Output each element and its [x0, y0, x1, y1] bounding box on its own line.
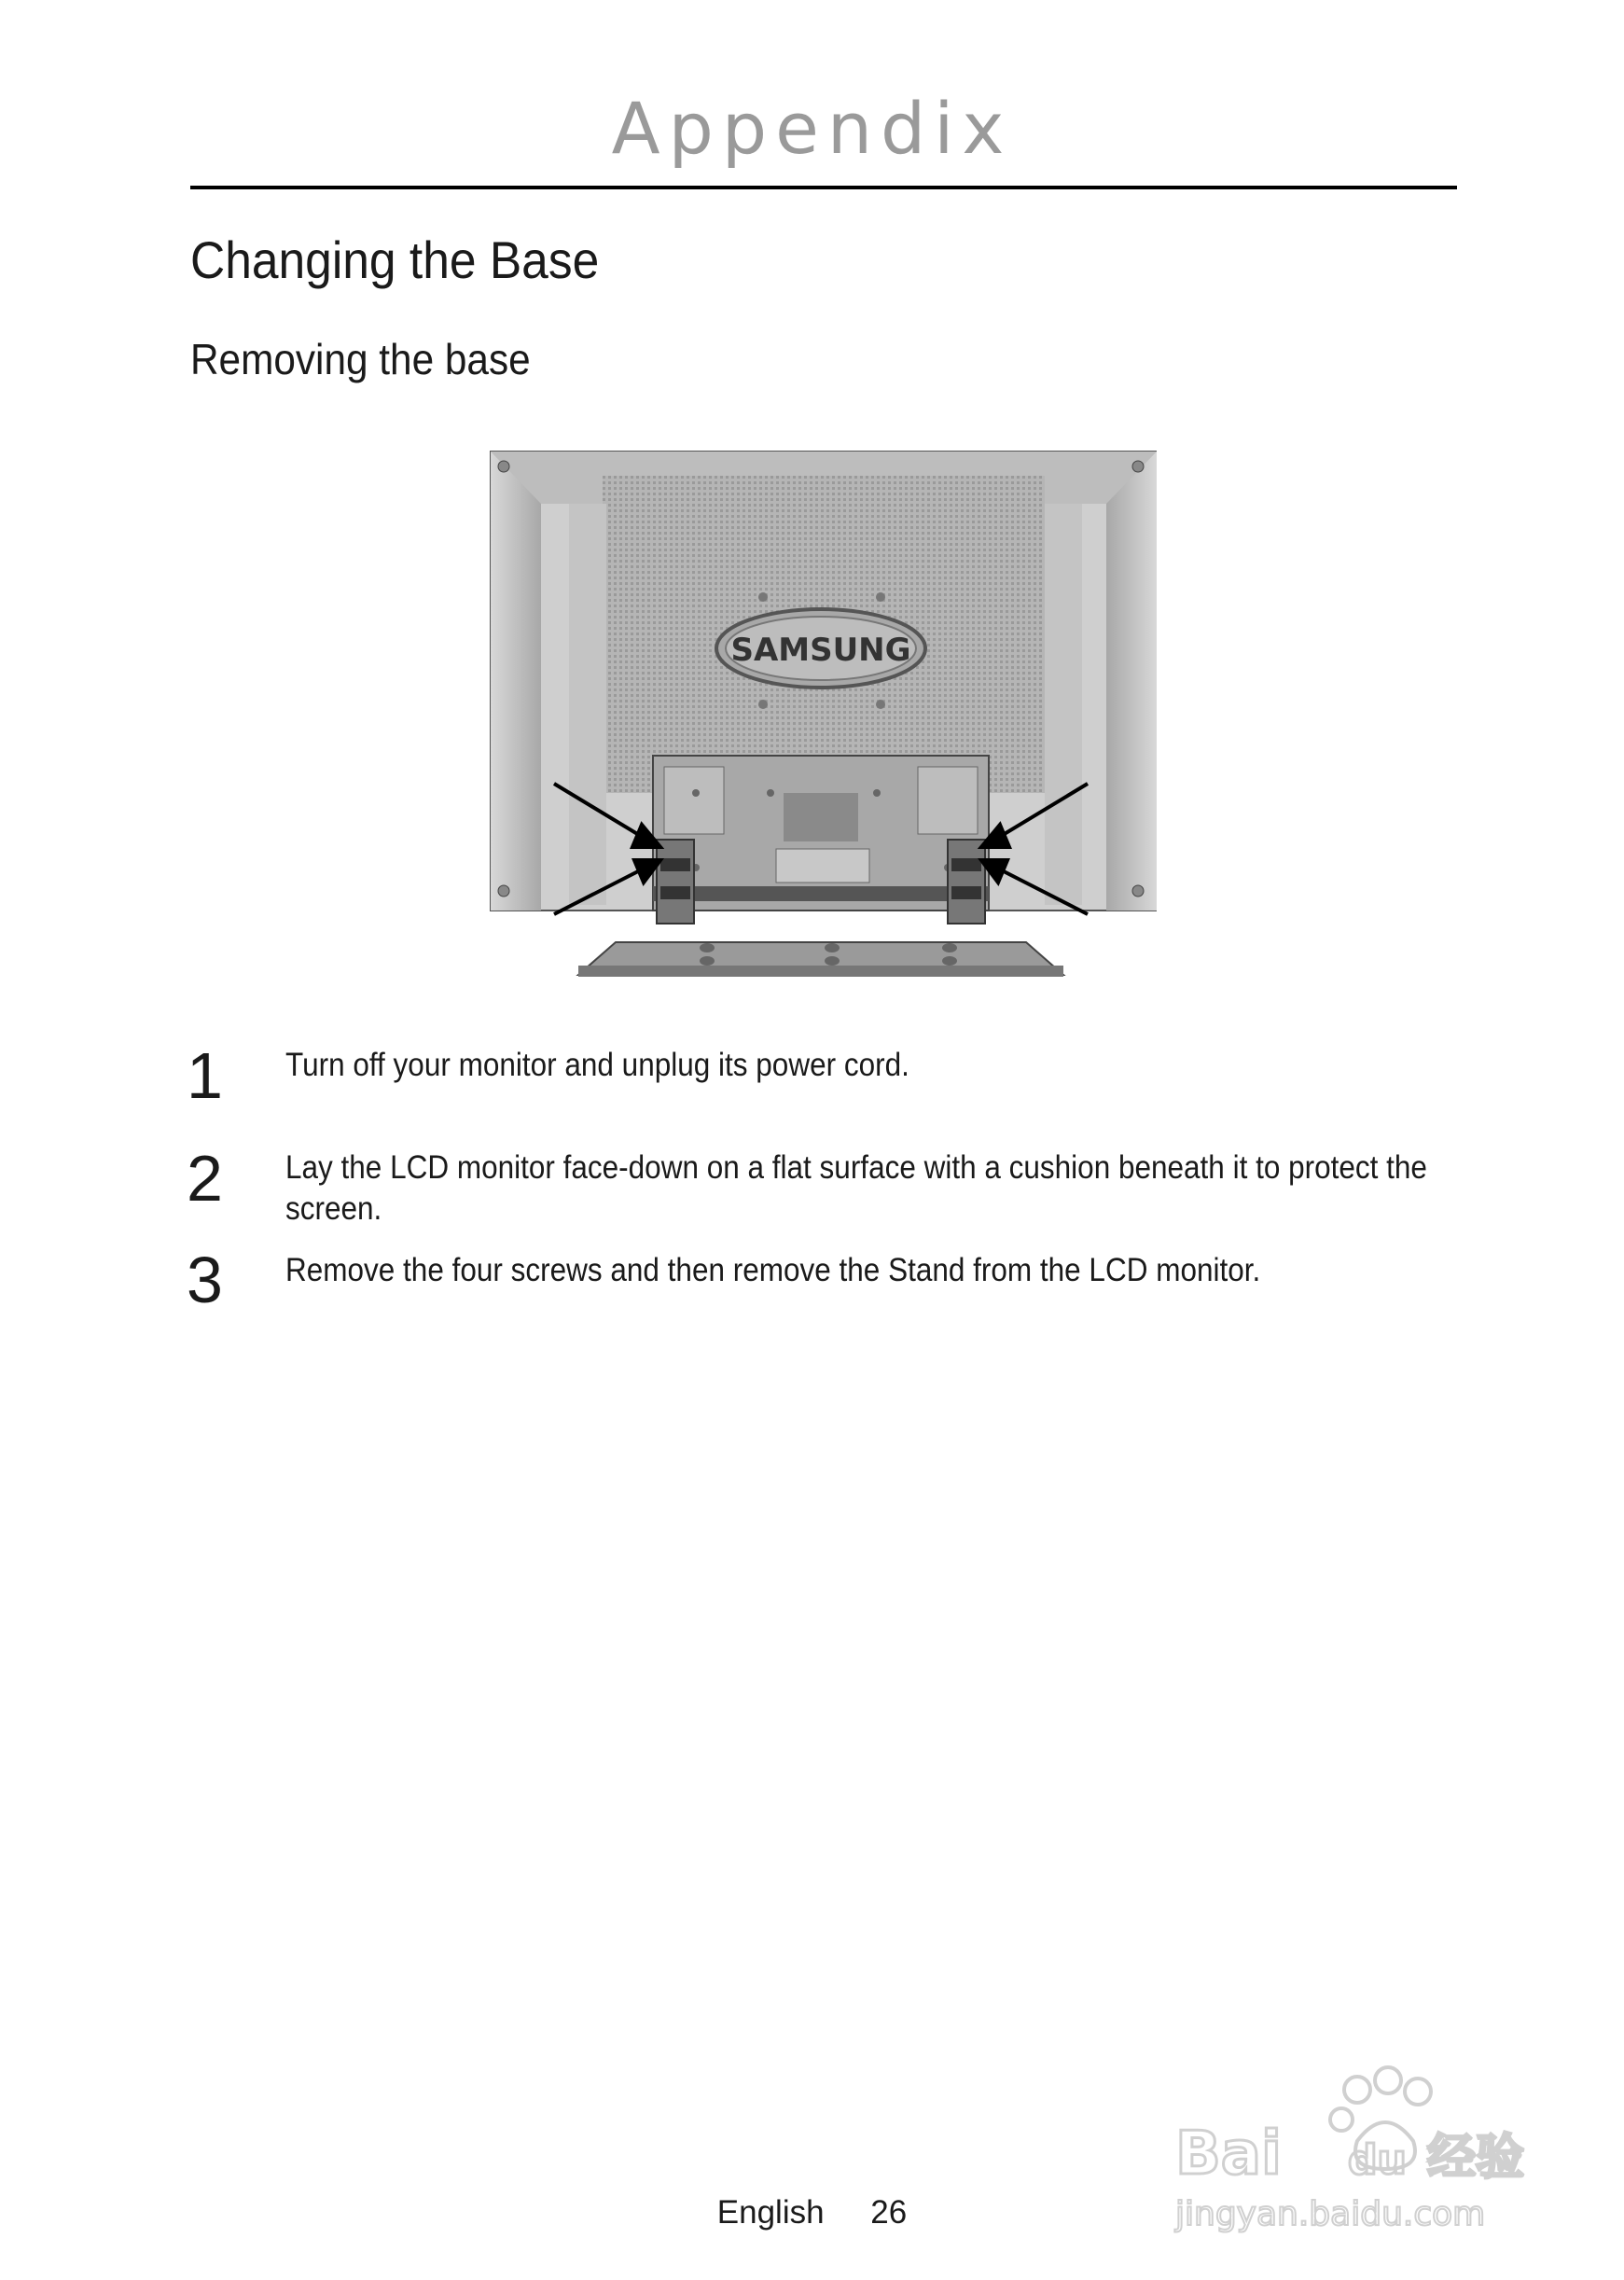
step-number-2: 2 [187, 1142, 223, 1215]
page-title: Changing the Base [190, 230, 600, 289]
brand-logo-text: SAMSUNG [730, 632, 911, 669]
watermark-url: jingyan.baidu.com [1175, 2195, 1486, 2233]
section-title: Appendix [611, 87, 1013, 170]
page-number: 26 [870, 2194, 908, 2231]
header-rule [190, 186, 1457, 189]
svg-text:经验: 经验 [1427, 2130, 1525, 2186]
step-text-2: Lay the LCD monitor face-down on a flat surface with a cushion beneath it to protect the screen. [285, 1149, 1427, 1227]
step-text-3: Remove the four screws and then remove the Stand from the LCD monitor. [285, 1252, 1261, 1288]
svg-text:Bai: Bai [1175, 2120, 1282, 2189]
subsection-title: Removing the base [190, 335, 531, 383]
monitor-back-illustration [485, 448, 1157, 980]
footer-language: English [716, 2194, 825, 2231]
step-number-1: 1 [187, 1039, 223, 1112]
svg-text:du: du [1348, 2136, 1407, 2184]
baidu-watermark-logo [1157, 2052, 1548, 2239]
step-number-3: 3 [187, 1244, 223, 1316]
step-text-1: Turn off your monitor and unplug its power cord. [285, 1047, 909, 1083]
